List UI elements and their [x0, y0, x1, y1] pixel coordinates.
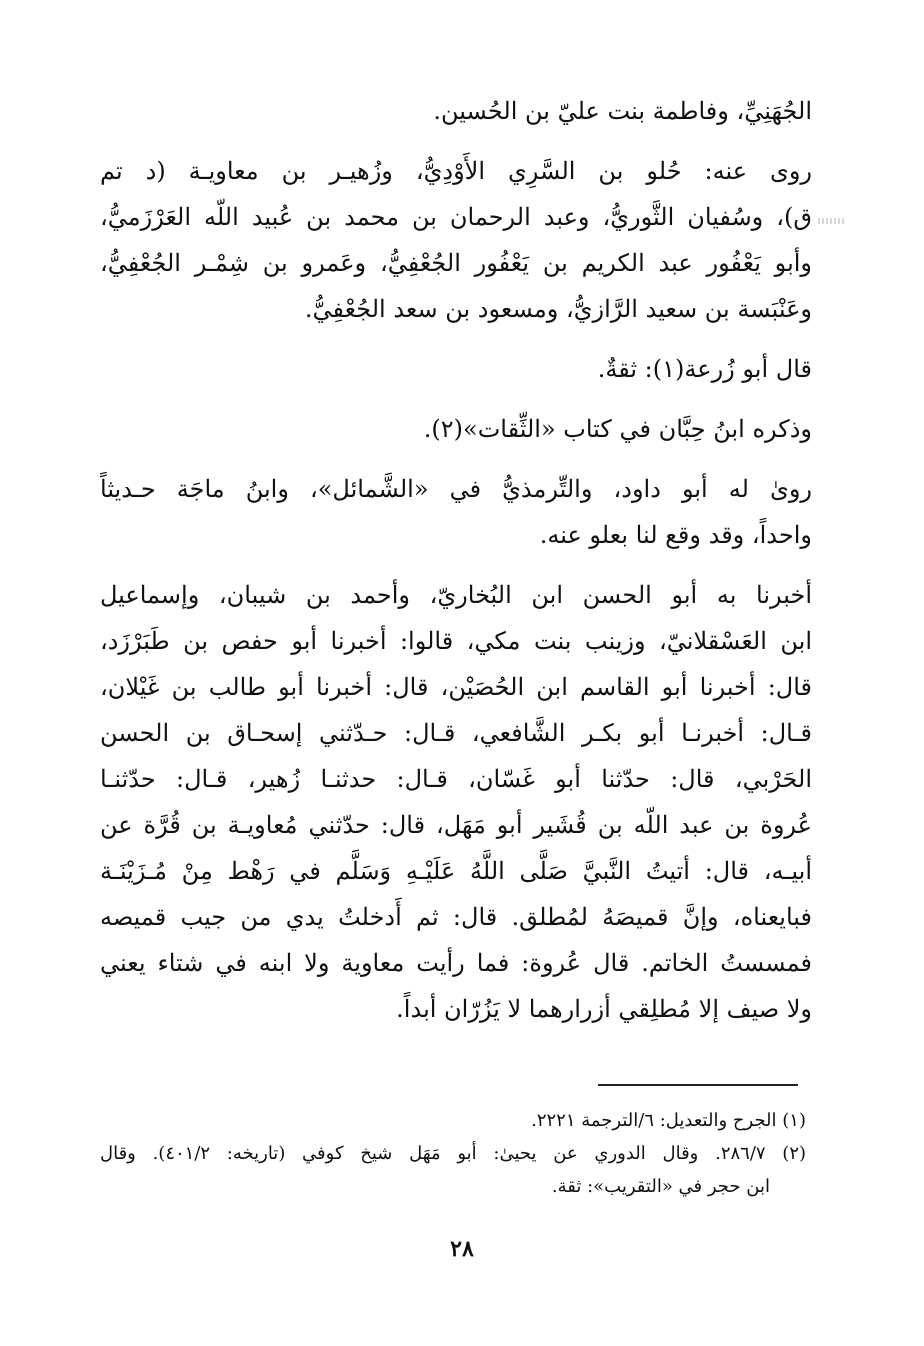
footnote [100, 1104, 806, 1137]
footnote-line: (٢) ٢٨٦/٧. وقال الدوري عن يحيىٰ: أبو مَهَل شيخ كوفي (تاريخه: ٤٠١/٢). وقال [100, 1143, 806, 1164]
text-line: فبايعناه، وإنَّ قميصَهُ لمُطلق. قال: ثم أَدخلتُ يدي من جيب قميصه [100, 903, 812, 931]
paragraph-gap [100, 452, 812, 466]
text-line: وأبو يَعْفُور عبد الكريم بن يَعْفُور الجُعْفِيُّ، وعَمرو بن شِمْـر الجُعْفِيُّ، [100, 249, 812, 277]
paragraph [100, 148, 812, 332]
text-line: عُروة بن عبد اللّه بن قُشَير أبو مَهَل، قال: حدّثني مُعاويـة بن قُرَّة عن [100, 811, 812, 839]
text-line: ق)، وسُفيان الثَّوريُّ، وعبد الرحمان بن محمد بن عُبيد اللّه العَرْزَميُّ، [100, 203, 812, 231]
text-line: فمسستُ الخاتم. قال عُروة: فما رأيت معاوية ولا ابنه في شتاء يعني [100, 949, 812, 977]
paragraph [100, 572, 812, 1032]
footnotes [100, 1104, 806, 1203]
footnote [100, 1137, 806, 1203]
paragraph [100, 406, 812, 452]
scan-speck [818, 218, 846, 224]
footnote-line: ابن حجر في «التقريب»: ثقة. [551, 1176, 770, 1197]
text-line: وذكره ابنُ حِبَّان في كتاب «الثِّقات»(٢). [423, 415, 812, 443]
text-line: الجُهَنِيِّ، وفاطمة بنت عليّ بن الحُسين. [433, 97, 812, 125]
text-line: قال: أخبرنا أبو القاسم ابن الحُصَيْن، قال: أخبرنا أبو طالب بن غَيْلان، [100, 673, 812, 701]
text-line: قـال: أخبرنـا أبو بكـر الشَّافعي، قـال: حـدّثني إسحـاق بن الحسن [100, 719, 812, 747]
text-line: وعَنْبَسة بن سعيد الرَّازيُّ، ومسعود بن سعد الجُعْفِيُّ. [304, 295, 812, 323]
text-line: روىٰ له أبو داود، والتِّرمذيُّ في «الشَّمائل»، وابنُ ماجَة حـديثاً [100, 475, 812, 503]
page-number: ٢٨ [450, 1236, 474, 1262]
text-line: أبيـه، قال: أتيتُ النَّبيَّ صَلَّى اللَّهُ عَلَيْـهِ وَسَلَّم في رَهْط مِنْ مُـزَيْنَـة [100, 857, 812, 885]
text-line: ولا صيف إلا مُطلِقي أزرارهما لا يَزُرّان أبداً. [396, 995, 812, 1023]
text-line: ابن العَسْقلانيّ، وزينب بنت مكي، قالوا: أخبرنا أبو حفص بن طَبَرْزَد، [100, 627, 812, 655]
footnote-separator [598, 1084, 798, 1086]
paragraph-gap [100, 558, 812, 572]
paragraph [100, 88, 812, 134]
text-line: روى عنه: حُلو بن السَّرِي الأَوْدِيُّ، وزُهيـر بن معاويـة (د تم [100, 157, 812, 185]
text-line: أخبرنا به أبو الحسن ابن البُخاريّ، وأحمد بن شيبان، وإسماعيل [100, 581, 812, 609]
text-line: قال أبو زُرعة(١): ثقةٌ. [597, 355, 812, 383]
paragraph [100, 466, 812, 558]
paragraph-gap [100, 134, 812, 148]
text-line: واحداً، وقد وقع لنا بعلو عنه. [539, 521, 812, 549]
paragraph-gap [100, 332, 812, 346]
paragraph-gap [100, 392, 812, 406]
main-text [100, 88, 812, 1032]
footnote-line: (١) الجرح والتعديل: ٦/الترجمة ٢٢٢١. [531, 1110, 806, 1131]
paragraph [100, 346, 812, 392]
text-line: الحَرْبي، قال: حدّثنا أبو غَسّان، قـال: حدثنـا زُهير، قـال: حدّثنـا [100, 765, 812, 793]
